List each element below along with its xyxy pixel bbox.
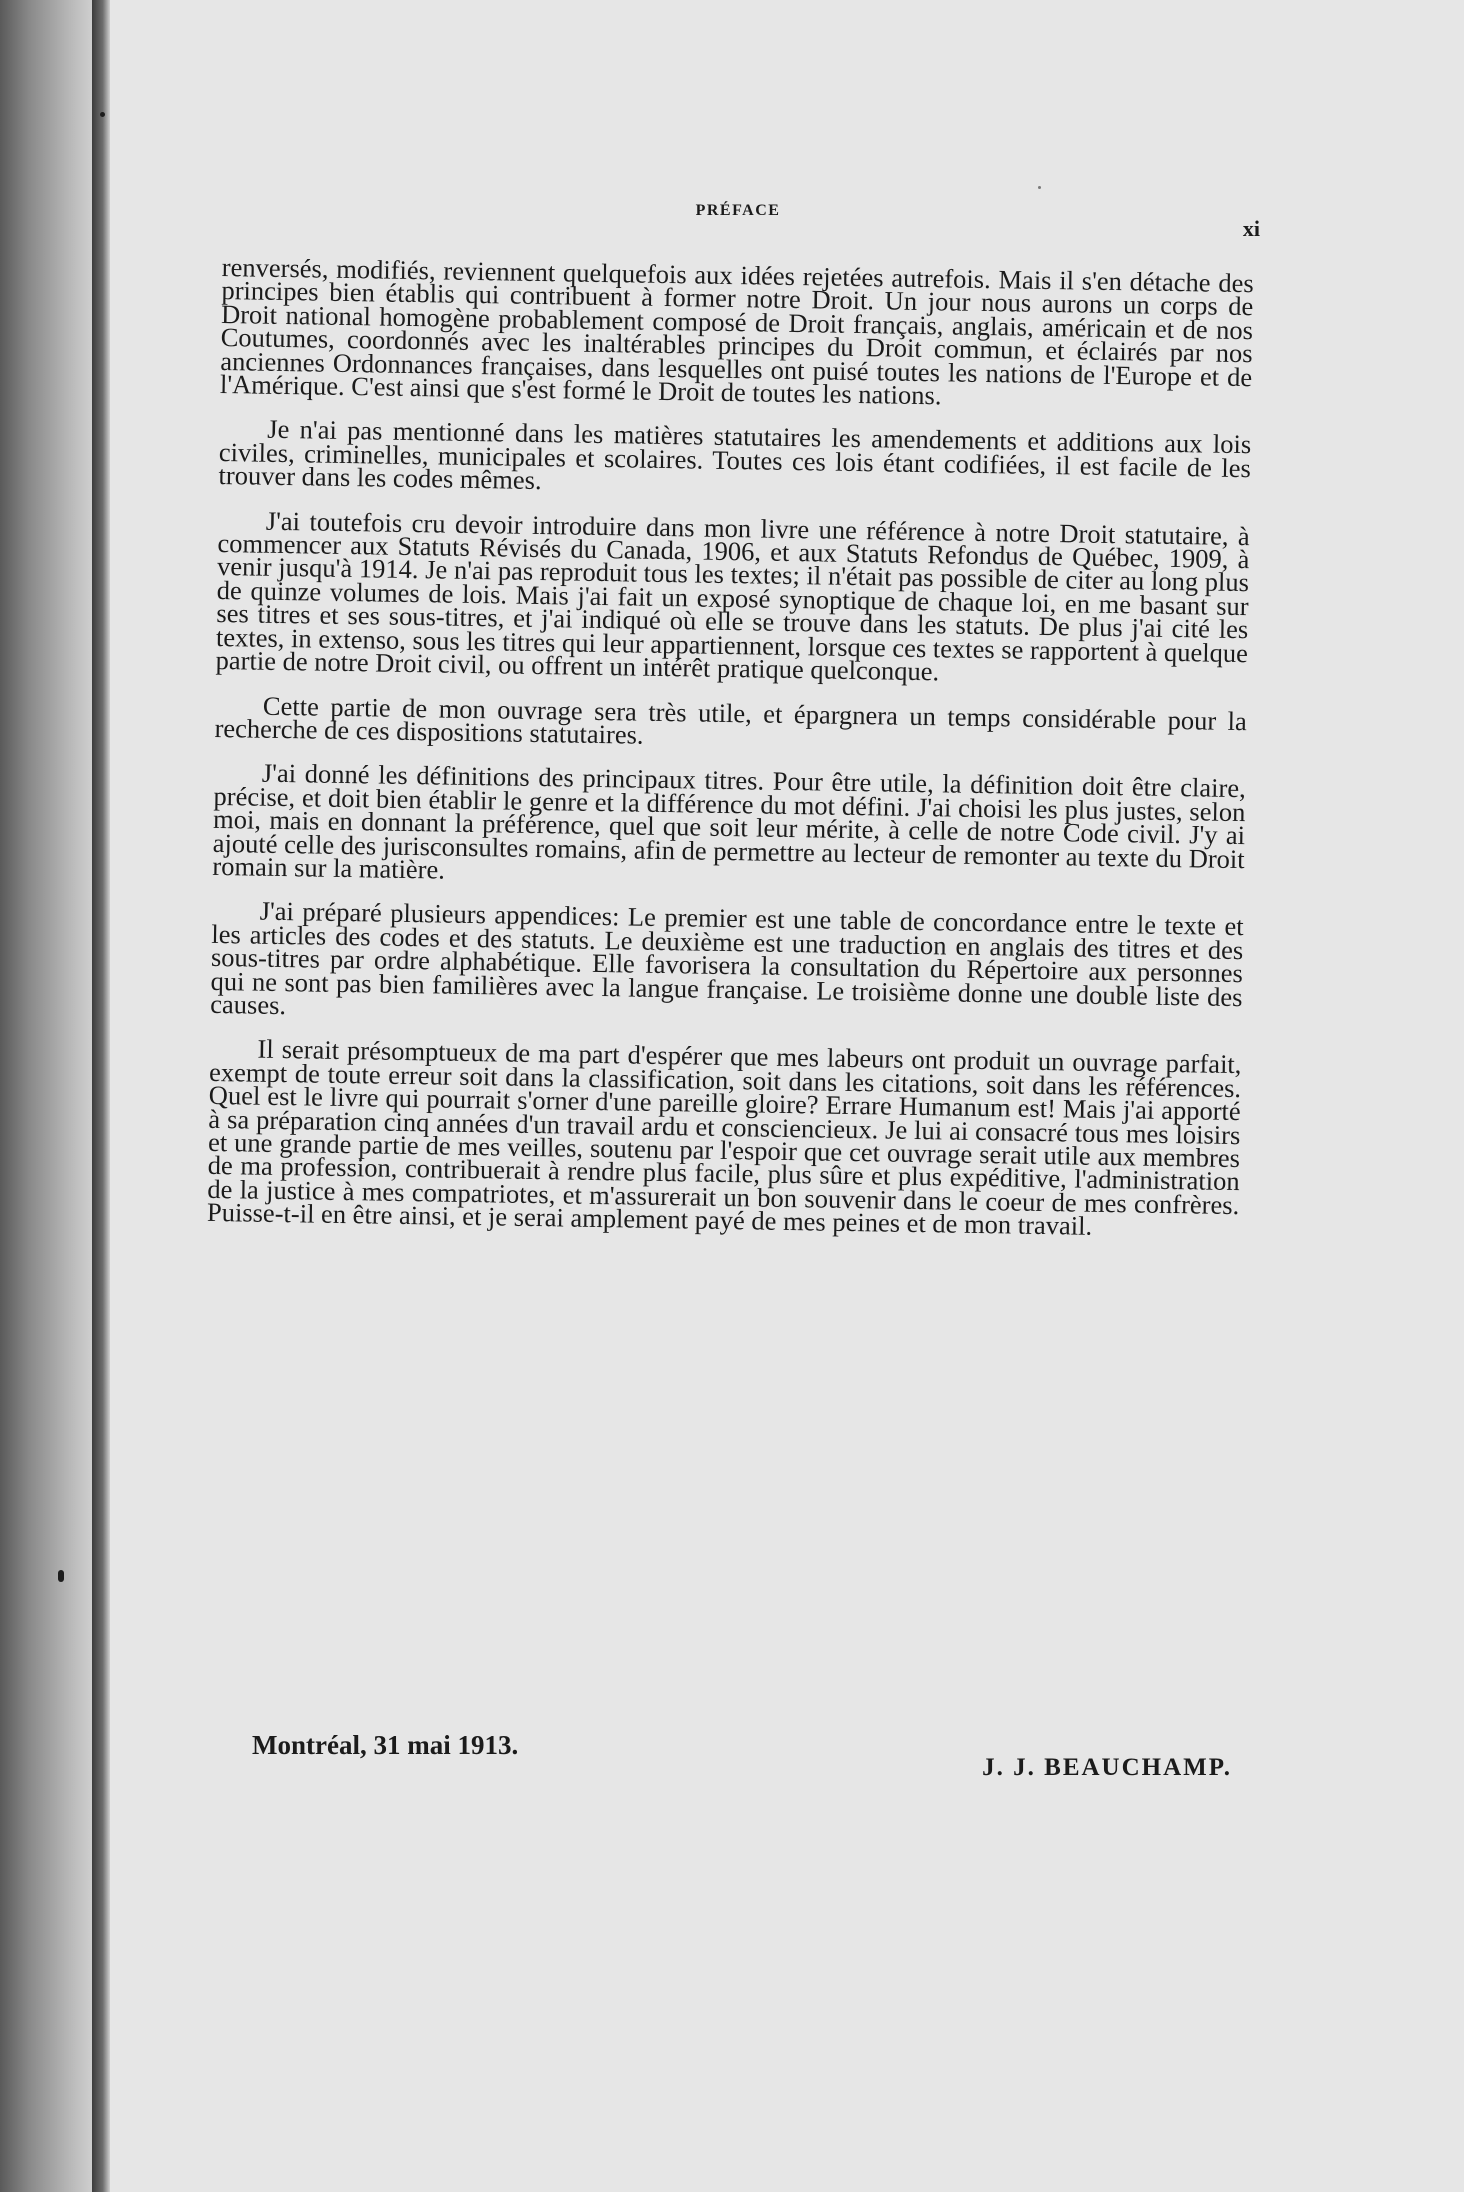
place-and-date: Montréal, 31 mai 1913. [252, 1730, 519, 1760]
paragraph-6: J'ai préparé plusieurs appendices: Le premier est une table de concordance entre le texte et les articles des codes et des statuts. Le deuxième est une traduction en anglais des titres et des sous-titres par ordre alphabétique. Elle favorisera la consultation du Répertoire aux personnes qui ne sont pas bien familières avec la langue française. Le troisième donne une double liste des causes. [210, 896, 1244, 1021]
paragraph-7: Il serait présomptueux de ma part d'espérer que mes labeurs ont produit un ouvrage parfait, exempt de toute erreur soit dans la classification, soit dans les citations, soit dans les références. Quel est le livre qui pourrait s'orner d'une pareille gloire? Errare Humanum est! Mais j'ai apporté à sa préparation cinq années d'un travail ardu et consciencieux. Je lui ai consacré tous mes loisirs et une grande partie de mes veilles, soutenu par l'espoir que cet ouvrage serait utile aux membres de ma profession, contribuerait à rendre plus facile, plus sûre et plus expéditive, l'administration de la justice à mes compatriotes, et m'assurerait un bon souvenir dans le coeur de mes confrères. Puisse-t-il en être ainsi, et je serai amplement payé de mes peines et de mon travail. [206, 1034, 1242, 1242]
margin-mark [58, 1570, 64, 1582]
speck-mark [1038, 186, 1041, 189]
paragraph-3: J'ai toutefois cru devoir introduire dans mon livre une référence à notre Droit statutaire, à commencer aux Statuts Révisés du Canada, 1906, et aux Statuts Refondus de Québec, 1909, à venir jusqu'à 1914. Je n'ai pas reproduit tous les textes; il n'était pas possible de citer au long plus de quinze volumes de lois. Mais j'ai fait un exposé synoptique de chaque loi, en me basant sur ses titres et ses sous-titres, et j'ai indiqué où elle se trouve dans les statuts. De plus j'ai cité les textes, in extenso, sous les titres qui leur appartiennent, lorsque ces textes se rapportent à quelque partie de notre Droit civil, ou offrent un intérêt pratique quelconque. [215, 505, 1250, 687]
running-title: PRÉFACE [695, 202, 781, 219]
facing-page-strip [0, 0, 92, 2192]
paragraph-1: renversés, modifiés, reviennent quelquefois aux idées rejetées autrefois. Mais il s'en détache des principes bien établis qui contribuent à former notre Droit. Un jour nous aurons un corps de Droit national homogène probablement composé de Droit français, anglais, américain et de nos Coutumes, coordonnés avec les inaltérables principes du Droit commun, et éclairés par nos anciennes Ordonnances françaises, dans lesquelles ont puisé toutes les nations de l'Europe et de l'Amérique. C'est ainsi que s'est formé le Droit de toutes les nations. [219, 252, 1254, 411]
signature-block [252, 1730, 1252, 1790]
body-text [206, 252, 1254, 1262]
author-name: J. J. BEAUCHAMP. [982, 1754, 1232, 1781]
paragraph-5: J'ai donné les définitions des principaux titres. Pour être utile, la définition doit être claire, précise, et doit bien établir le genre et la différence du mot défini. J'ai choisi les plus justes, selon moi, mais en donnant la préférence, quel que soit leur mérite, à celle de notre Code civil. J'y ai ajouté celle des jurisconsultes romains, afin de permettre au lecteur de remonter au texte du Droit romain sur la matière. [212, 758, 1246, 885]
paragraph-4: Cette partie de mon ouvrage sera très utile, et épargnera un temps considérable pour la recherche de ces dispositions statutaires. [214, 690, 1248, 750]
speck-mark [100, 112, 105, 117]
book-gutter [92, 0, 110, 2192]
running-head [222, 198, 1260, 241]
page-number: xi [1242, 216, 1260, 241]
paragraph-2: Je n'ai pas mentionné dans les matières statutaires les amendements et additions aux lois civiles, criminelles, municipales et scolaires. Toutes ces lois étant codifiées, il est facile de les trouver dans les codes mêmes. [218, 414, 1252, 496]
